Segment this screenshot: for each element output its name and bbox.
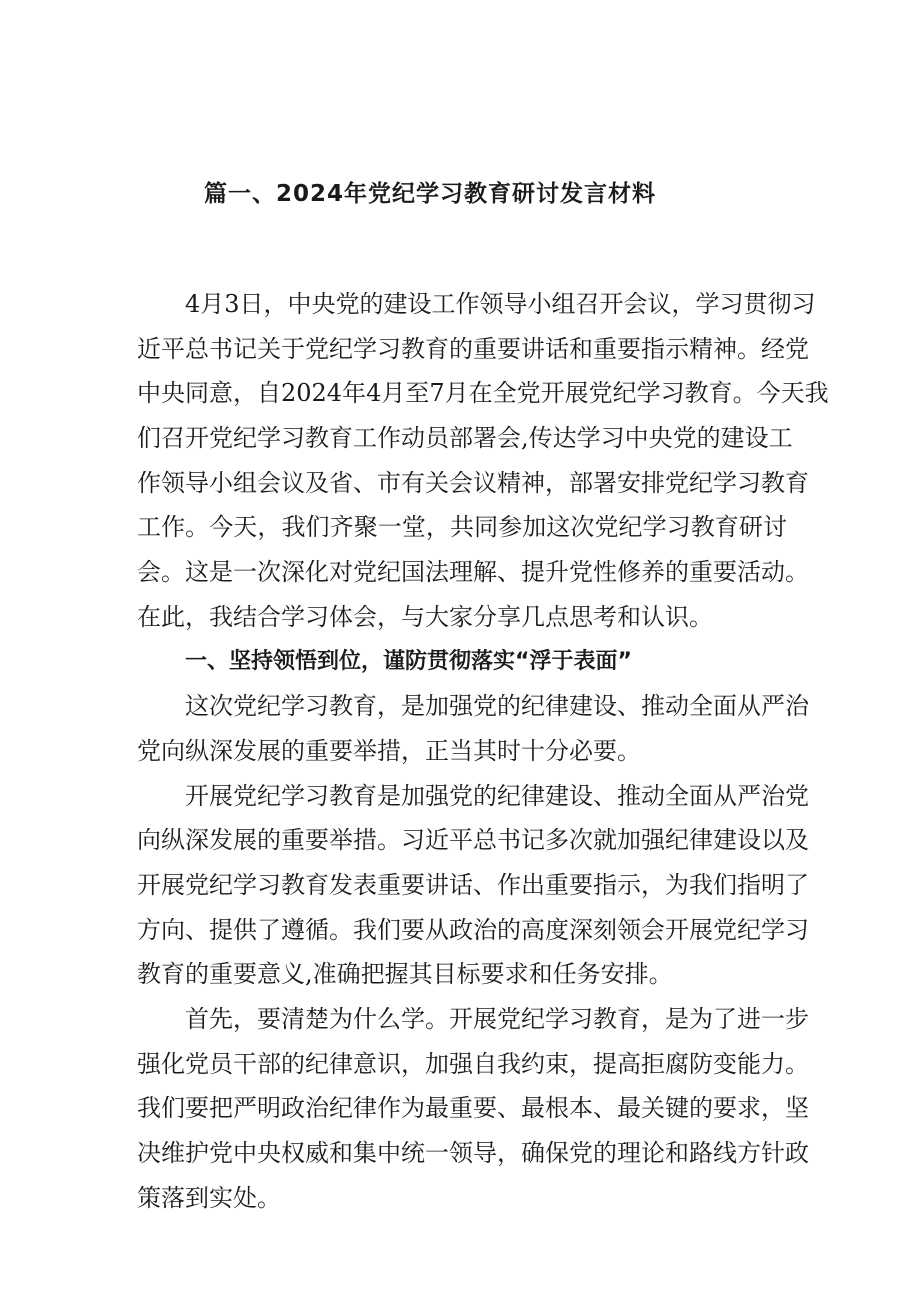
paragraph-line: 教育的重要意义,准确把握其目标要求和任务安排。 bbox=[137, 960, 673, 989]
paragraph-line: 开展党纪学习教育发表重要讲话、作出重要指示，为我们指明了 bbox=[137, 870, 809, 899]
paragraph-line: 近平总书记关于党纪学习教育的重要讲话和重要指示精神。经党 bbox=[137, 334, 809, 363]
paragraph-line: 工作。今天，我们齐聚一堂，共同参加这次党纪学习教育研讨 bbox=[137, 513, 787, 542]
paragraph-line: 会。这是一次深化对党纪国法理解、提升党性修养的重要活动。 bbox=[137, 558, 809, 587]
paragraph-line: 这次党纪学习教育，是加强党的纪律建设、推动全面从严治 bbox=[185, 692, 809, 721]
paragraph-line: 方向、提供了遵循。我们要从政治的高度深刻领会开展党纪学习 bbox=[137, 915, 809, 944]
paragraph-line: 首先，要清楚为什么学。开展党纪学习教育，是为了进一步 bbox=[185, 1005, 809, 1033]
paragraph-line: 作领导小组会议及省、市有关会议精神，部署安排党纪学习教育 bbox=[137, 468, 809, 497]
paragraph-line: 决维护党中央权威和集中统一领导，确保党的理论和路线方针政 bbox=[137, 1139, 809, 1168]
section-heading: 一、坚持领悟到位，谨防贯彻落实“浮于表面” bbox=[185, 648, 632, 674]
paragraph-line: 开展党纪学习教育是加强党的纪律建设、推动全面从严治党 bbox=[185, 781, 809, 810]
paragraph-line: 党向纵深发展的重要举措，正当其时十分必要。 bbox=[137, 736, 641, 765]
paragraph-line: 在此，我结合学习体会，与大家分享几点思考和认识。 bbox=[137, 602, 713, 631]
paragraph-line: 我们要把严明政治纪律作为最重要、最根本、最关键的要求，坚 bbox=[137, 1094, 809, 1123]
paragraph-line: 4月3日，中央党的建设工作领导小组召开会议，学习贯彻习 bbox=[185, 290, 816, 318]
paragraph-line: 策落到实处。 bbox=[137, 1183, 281, 1212]
paragraph-line: 强化党员干部的纪律意识，加强自我约束，提高拒腐防变能力。 bbox=[137, 1049, 809, 1078]
paragraph-line: 中央同意，自2024年4月至7月在全党开展党纪学习教育。今天我 bbox=[137, 379, 829, 408]
document-body bbox=[137, 282, 829, 1220]
paragraph-line: 向纵深发展的重要举措。习近平总书记多次就加强纪律建设以及 bbox=[137, 826, 809, 855]
document-title: 篇一、2024年党纪学习教育研讨发言材料 bbox=[203, 181, 656, 207]
paragraph-line: 们召开党纪学习教育工作动员部署会,传达学习中央党的建设工 bbox=[137, 424, 793, 453]
